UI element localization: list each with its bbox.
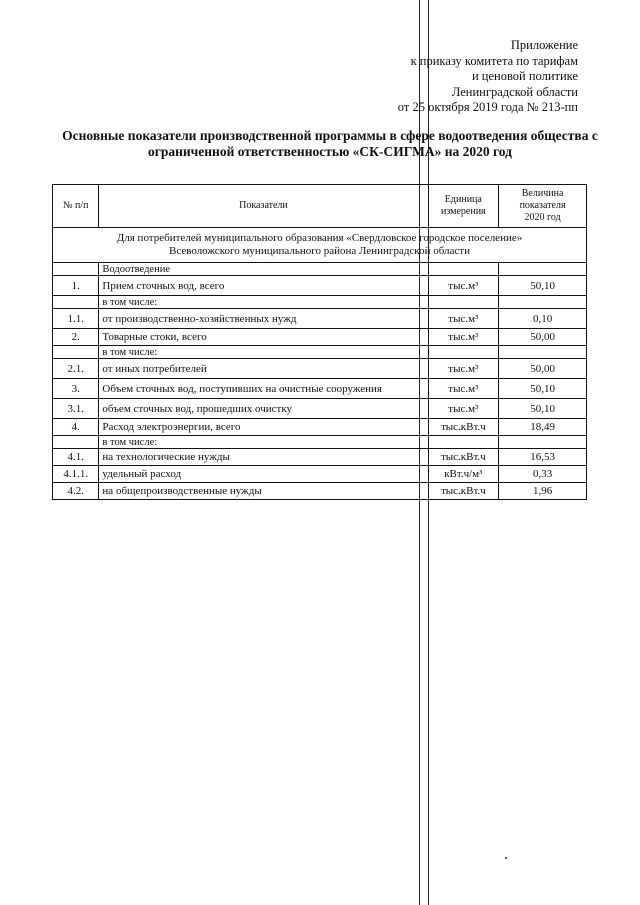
indicators-table bbox=[52, 184, 587, 500]
table-row bbox=[53, 329, 587, 346]
row-unit: кВт.ч/м³ bbox=[428, 466, 499, 483]
empty-cell bbox=[428, 346, 499, 359]
empty-cell bbox=[428, 436, 499, 449]
subheader-row bbox=[53, 263, 587, 276]
row-num: 4.1.1. bbox=[53, 466, 99, 483]
subheader-row bbox=[53, 436, 587, 449]
row-value: 50,10 bbox=[499, 399, 587, 419]
subheader-cell: в том числе: bbox=[99, 436, 428, 449]
table-row bbox=[53, 399, 587, 419]
subheader-row bbox=[53, 346, 587, 359]
row-value: 50,00 bbox=[499, 329, 587, 346]
annex-block bbox=[398, 38, 578, 116]
annex-line: Ленинградской области bbox=[451, 84, 578, 99]
empty-cell bbox=[428, 296, 499, 309]
table-row bbox=[53, 449, 587, 466]
subheader-cell: Водоотведение bbox=[99, 263, 428, 276]
row-unit: тыс.м³ bbox=[428, 309, 499, 329]
table-row bbox=[53, 483, 587, 500]
empty-cell bbox=[53, 436, 99, 449]
row-value: 0,33 bbox=[499, 466, 587, 483]
row-unit: тыс.кВт.ч bbox=[428, 483, 499, 500]
subheader-cell: в том числе: bbox=[99, 346, 428, 359]
row-num: 1. bbox=[53, 276, 99, 296]
header-value bbox=[499, 185, 587, 228]
empty-cell bbox=[428, 263, 499, 276]
row-indicator: от производственно-хозяйственных нужд bbox=[99, 309, 428, 329]
row-num: 3. bbox=[53, 379, 99, 399]
row-unit: тыс.кВт.ч bbox=[428, 419, 499, 436]
annex-line: Приложение bbox=[510, 38, 578, 52]
row-num: 4.1. bbox=[53, 449, 99, 466]
table-row bbox=[53, 466, 587, 483]
section-line: Всеволожского муниципального района Ленинградской области bbox=[168, 245, 471, 257]
section-row bbox=[53, 228, 587, 263]
row-num: 1.1. bbox=[53, 309, 99, 329]
empty-cell bbox=[499, 346, 587, 359]
title-line: Основные показатели производственной программы в сфере водоотведения общества с bbox=[62, 128, 598, 143]
row-value: 0,10 bbox=[499, 309, 587, 329]
empty-cell bbox=[53, 263, 99, 276]
row-indicator: Объем сточных вод, поступивших на очистные сооружения bbox=[99, 379, 428, 399]
header-num: № п/п bbox=[53, 185, 99, 228]
table-row bbox=[53, 359, 587, 379]
row-unit: тыс.м³ bbox=[428, 359, 499, 379]
row-value: 50,00 bbox=[499, 359, 587, 379]
row-unit: тыс.м³ bbox=[428, 276, 499, 296]
row-indicator: от иных потребителей bbox=[99, 359, 428, 379]
row-value: 50,10 bbox=[499, 379, 587, 399]
row-num: 2. bbox=[53, 329, 99, 346]
row-indicator: на общепроизводственные нужды bbox=[99, 483, 428, 500]
header-unit-line: измерения bbox=[440, 206, 486, 217]
row-value: 16,53 bbox=[499, 449, 587, 466]
row-indicator: объем сточных вод, прошедших очистку bbox=[99, 399, 428, 419]
row-value: 18,49 bbox=[499, 419, 587, 436]
row-indicator: удельный расход bbox=[99, 466, 428, 483]
row-value: 50,10 bbox=[499, 276, 587, 296]
empty-cell bbox=[499, 296, 587, 309]
table-row bbox=[53, 419, 587, 436]
table-row bbox=[53, 276, 587, 296]
row-unit: тыс.м³ bbox=[428, 399, 499, 419]
subheader-row bbox=[53, 296, 587, 309]
row-unit: тыс.м³ bbox=[428, 329, 499, 346]
title-line: ограниченной ответственностью «СК-СИГМА» на 2020 год bbox=[147, 144, 513, 159]
row-indicator: Расход электроэнергии, всего bbox=[99, 419, 428, 436]
row-num: 4.2. bbox=[53, 483, 99, 500]
document-title bbox=[40, 128, 620, 160]
empty-cell bbox=[499, 436, 587, 449]
row-unit: тыс.кВт.ч bbox=[428, 449, 499, 466]
annex-line: и ценовой политике bbox=[471, 69, 578, 83]
section-cell bbox=[53, 228, 587, 263]
table-header-row bbox=[53, 185, 587, 228]
row-num: 4. bbox=[53, 419, 99, 436]
empty-cell bbox=[53, 296, 99, 309]
header-value-line: Величина bbox=[521, 188, 564, 199]
row-indicator: Прием сточных вод, всего bbox=[99, 276, 428, 296]
section-line: Для потребителей муниципального образования «Свердловское городское поселение» bbox=[116, 232, 523, 244]
row-indicator: Товарные стоки, всего bbox=[99, 329, 428, 346]
header-unit-line: Единица bbox=[444, 194, 482, 205]
row-indicator: на технологические нужды bbox=[99, 449, 428, 466]
row-unit: тыс.м³ bbox=[428, 379, 499, 399]
row-num: 2.1. bbox=[53, 359, 99, 379]
row-value: 1,96 bbox=[499, 483, 587, 500]
empty-cell bbox=[499, 263, 587, 276]
annex-line: к приказу комитета по тарифам bbox=[410, 53, 578, 68]
header-value-line: показателя bbox=[519, 200, 566, 211]
annex-line: от 25 октября 2019 года № 213-пп bbox=[397, 100, 578, 114]
header-unit bbox=[428, 185, 499, 228]
subheader-cell: в том числе: bbox=[99, 296, 428, 309]
scan-speck bbox=[505, 857, 507, 859]
table-row bbox=[53, 309, 587, 329]
header-value-line: 2020 год bbox=[524, 212, 561, 223]
table-row bbox=[53, 379, 587, 399]
empty-cell bbox=[53, 346, 99, 359]
header-indicator: Показатели bbox=[99, 185, 428, 228]
row-num: 3.1. bbox=[53, 399, 99, 419]
